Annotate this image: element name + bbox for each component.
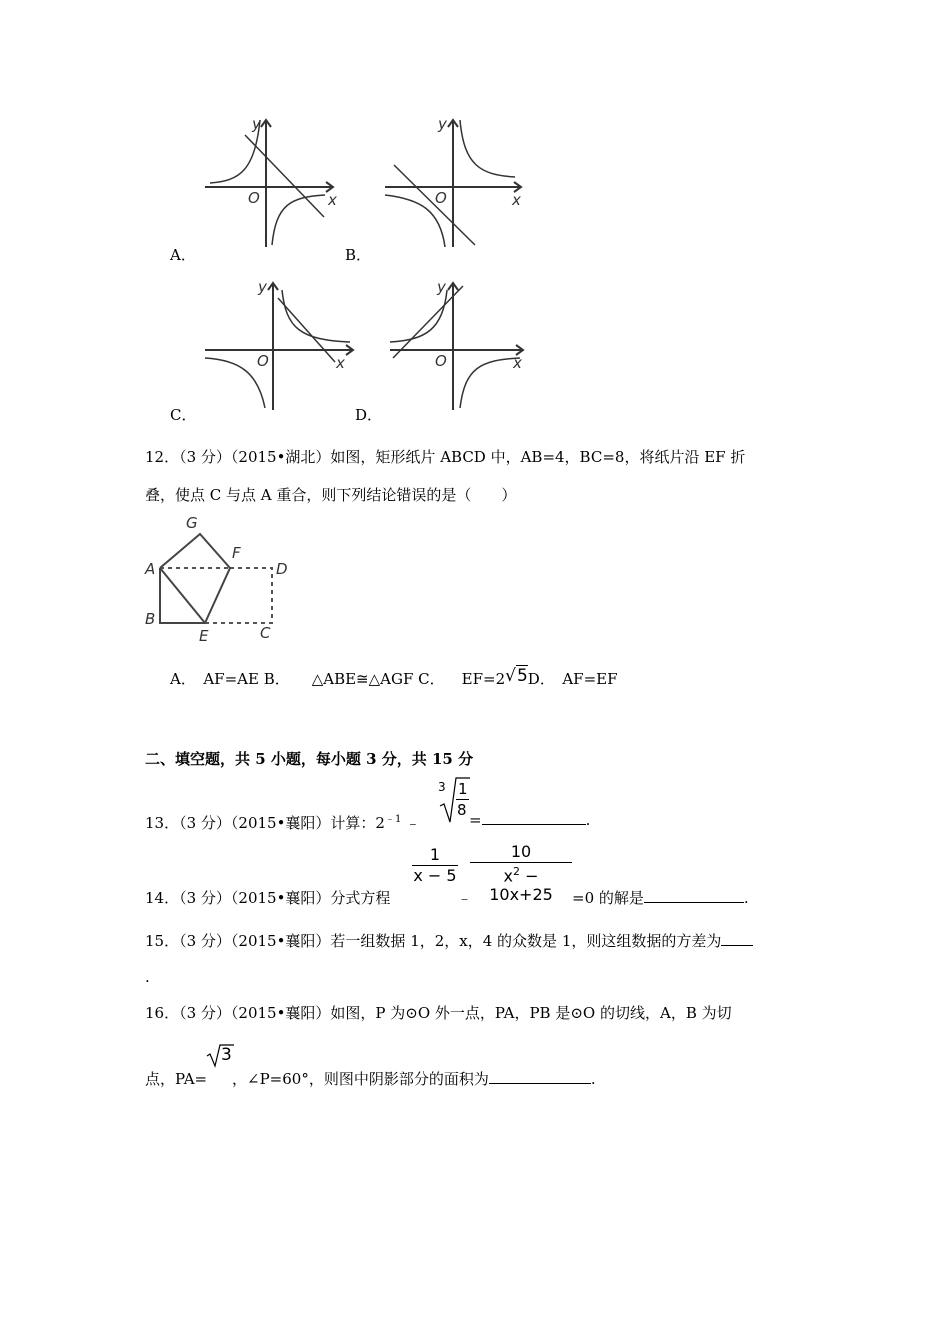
axis-x-label: x <box>328 191 337 209</box>
q12-option-c: EF=2 <box>461 670 506 688</box>
axis-y-label: y <box>252 115 261 133</box>
origin-label: O <box>248 189 260 207</box>
q14-fraction-2: 10 $x^2 - 10x+25$ <box>470 842 572 890</box>
q16-line1: 16．（3 分）（2015•襄阳）如图，P 为⊙O 外一点，PA，PB 是⊙O 的切线，A，B 为切 <box>145 1004 732 1022</box>
q12-line1: 12．（3 分）（2015•湖北）如图，矩形纸片 ABCD 中，AB=4，BC=8，将纸片沿 EF 折 <box>145 448 746 466</box>
graph-c <box>200 278 360 413</box>
q16-answer: ，∠P=60°，则图中阴影部分的面积为 . <box>232 1070 596 1088</box>
point-f: F <box>232 544 241 562</box>
graph-b <box>380 115 530 255</box>
q14-minus: ﹣ <box>457 889 473 907</box>
axis-y-label: y <box>437 278 446 296</box>
q15-end: . <box>145 968 150 986</box>
option-b-label: B． <box>345 246 372 264</box>
q14-fraction-1: 1 x − 5 <box>413 845 457 885</box>
graph-d <box>385 278 530 413</box>
q14-prefix: 14．（3 分）（2015•襄阳）分式方程 <box>145 889 391 907</box>
answer-blank[interactable] <box>721 931 753 946</box>
q12-option-b: △ABE≅△AGF C． <box>311 670 445 688</box>
q13-answer: = . <box>469 811 591 829</box>
point-c: C <box>260 624 271 642</box>
q12-options <box>170 668 618 689</box>
option-d-label: D． <box>355 406 383 424</box>
axis-x-label: x <box>512 191 521 209</box>
point-b: B <box>145 610 156 628</box>
axis-x-label: x <box>513 354 522 372</box>
origin-label: O <box>257 352 269 370</box>
section-title: 二、填空题，共 5 小题，每小题 3 分，共 15 分 <box>145 750 474 768</box>
q13-prefix: 13．（3 分）（2015•襄阳）计算：$2^{﹣1}$ ﹣ <box>145 814 421 832</box>
q12-option-a: A． AF=AE B． <box>170 670 290 688</box>
option-c-label: C． <box>170 406 197 424</box>
q16-prefix: 点，PA= <box>145 1070 208 1088</box>
q15-text: 15．（3 分）（2015•襄阳）若一组数据 1，2，x，4 的众数是 1，则这组数据的方差为 <box>145 930 753 951</box>
axis-y-label: y <box>258 278 267 296</box>
answer-blank[interactable] <box>489 1069 591 1084</box>
answer-blank[interactable] <box>644 888 744 903</box>
q16-sqrt: 3 <box>206 1044 236 1068</box>
q12-line2: 叠，使点 C 与点 A 重合，则下列结论错误的是（ ） <box>145 486 517 504</box>
axis-x-label: x <box>336 354 345 372</box>
origin-label: O <box>435 352 447 370</box>
q12-sqrt: √5 <box>505 666 528 686</box>
point-e: E <box>199 627 209 645</box>
point-a: A <box>145 560 156 578</box>
point-d: D <box>276 560 288 578</box>
q14-answer: =0 的解是 . <box>572 889 749 907</box>
q12-fold-figure <box>140 510 300 650</box>
origin-label: O <box>435 189 447 207</box>
rect-dashed <box>205 568 272 623</box>
point-g: G <box>186 514 198 532</box>
axis-y-label: y <box>438 115 447 133</box>
graph-a <box>200 115 340 255</box>
q12-option-d: D． AF=EF <box>527 670 618 688</box>
answer-blank[interactable] <box>482 810 586 825</box>
q13-cube-root: 3 1 8 <box>438 776 476 826</box>
option-a-label: A． <box>170 246 196 264</box>
